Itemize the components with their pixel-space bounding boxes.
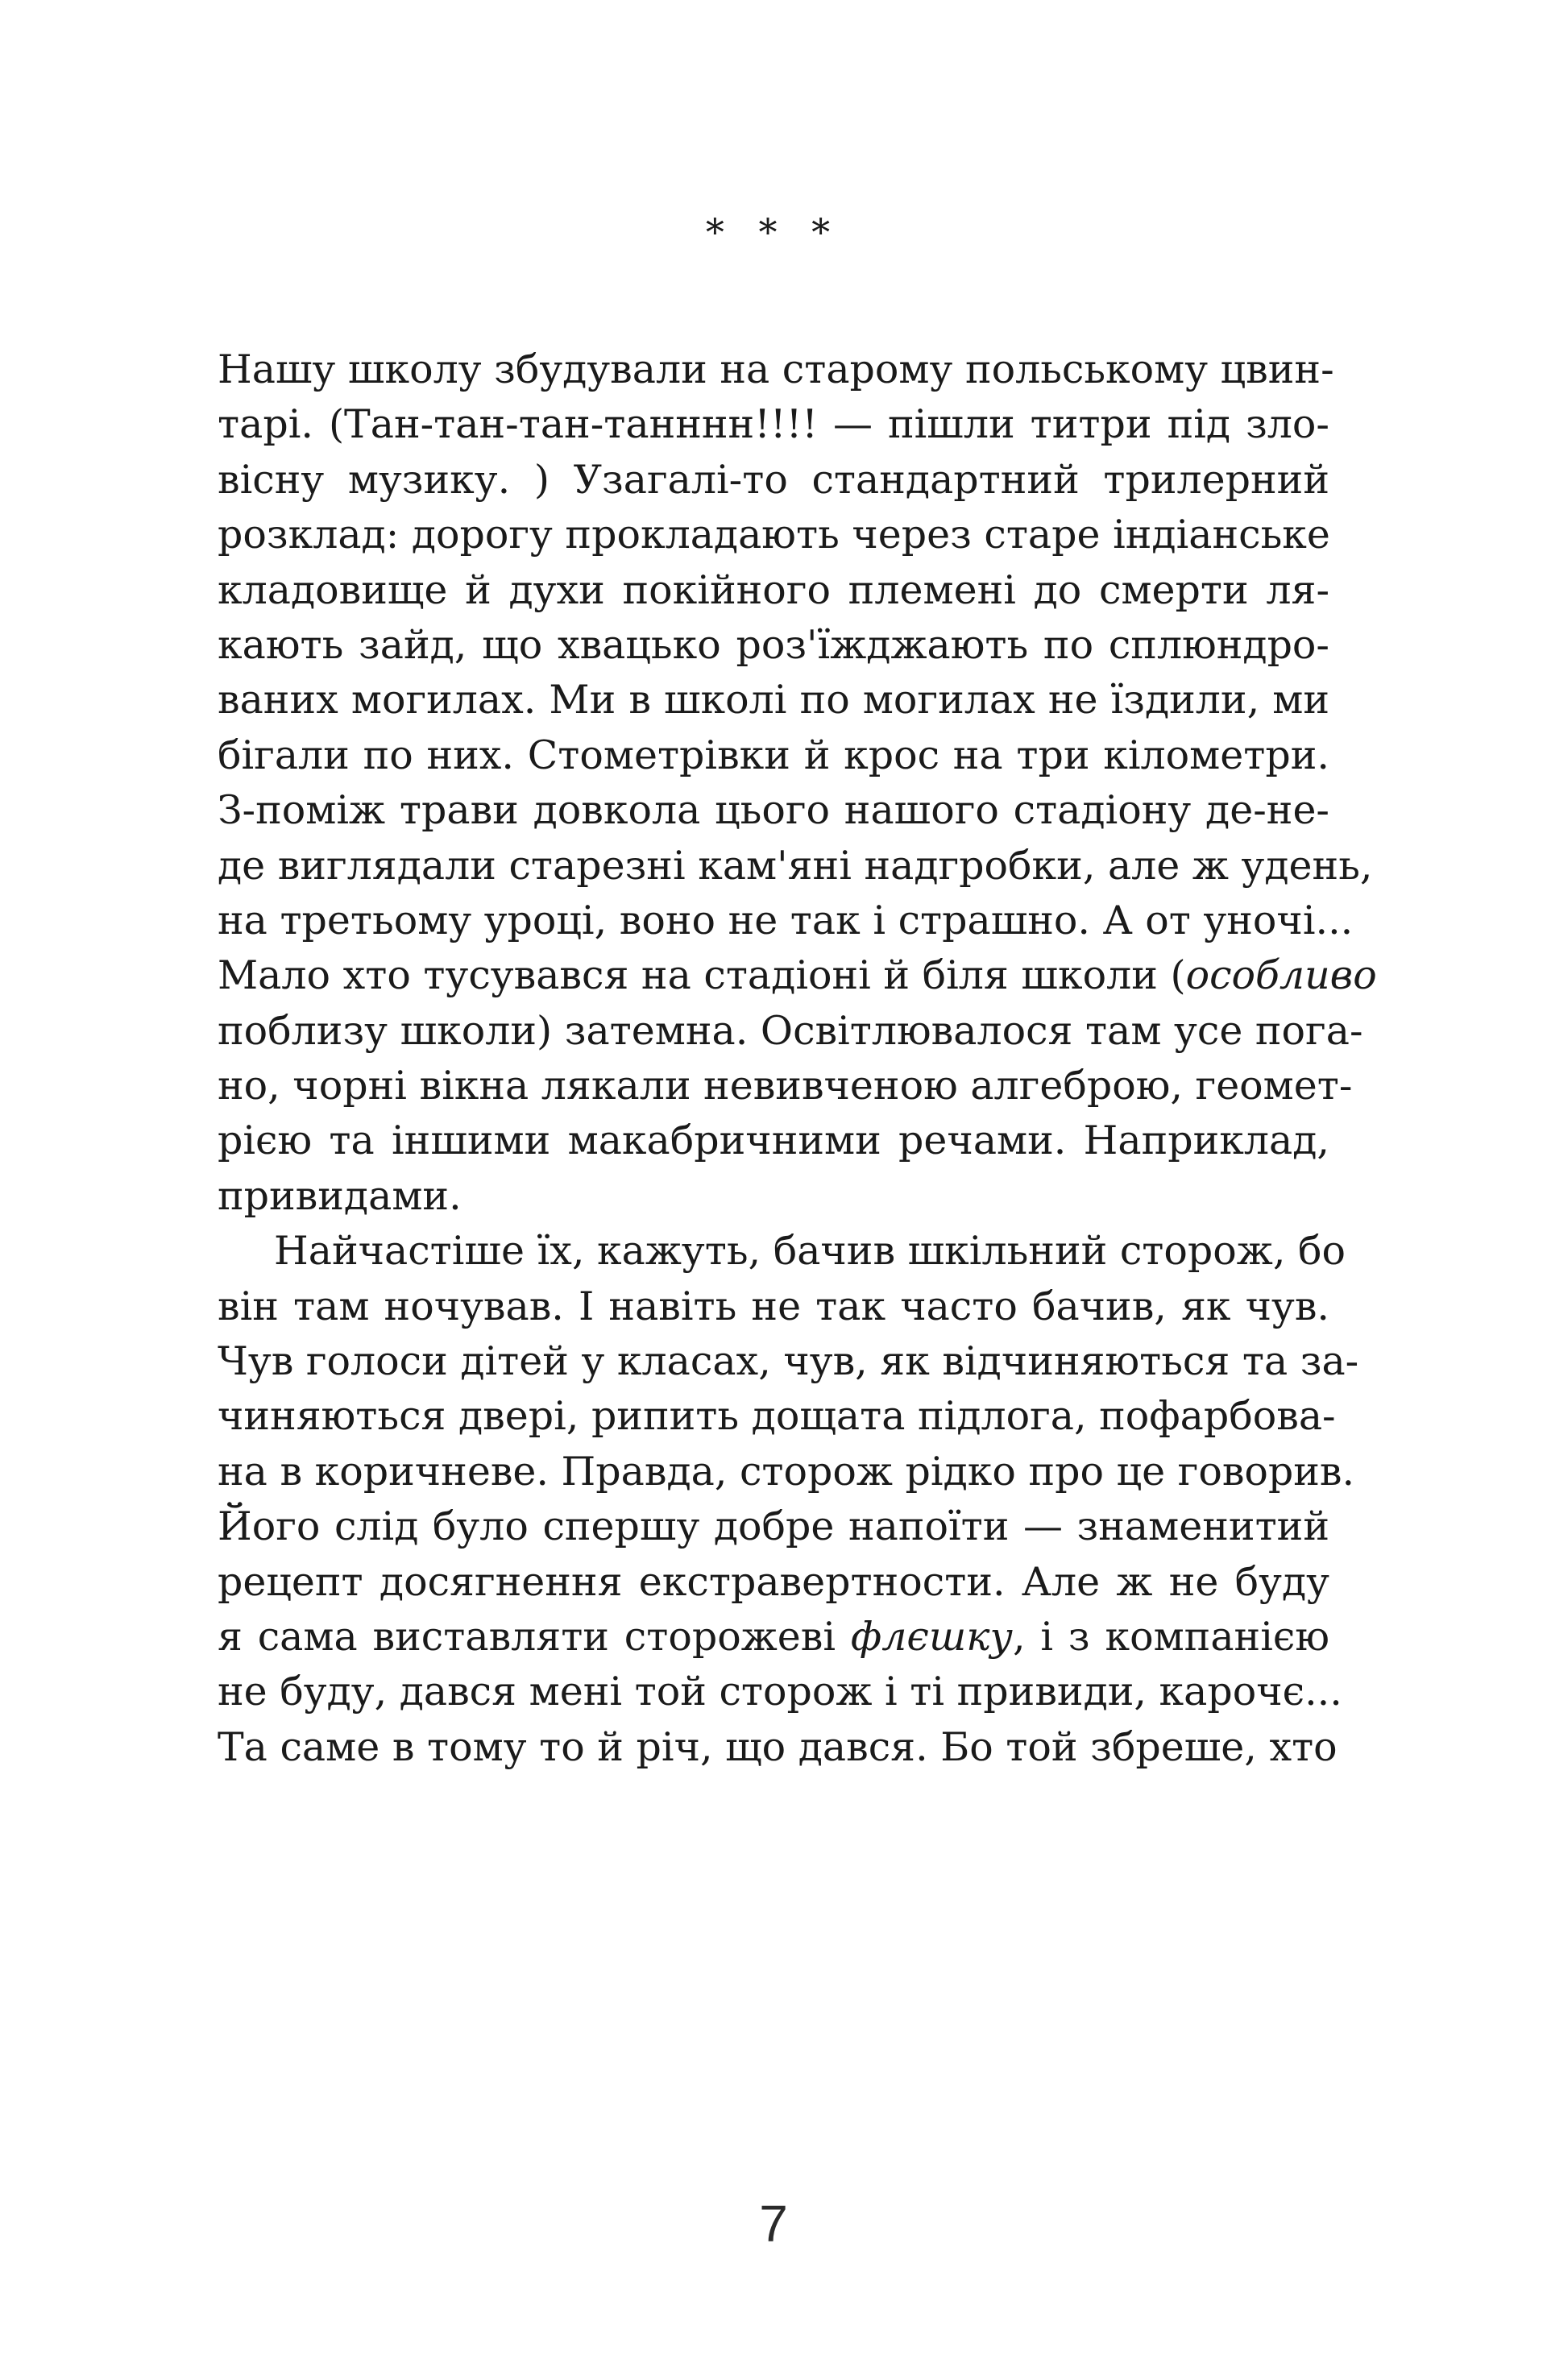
text-line: рецепт досягнення екстравертности. Але ж не буду <box>218 1558 1329 1605</box>
text-line: Та саме в тому то й річ, що дався. Бо той збреше, хто <box>218 1723 1338 1770</box>
text-line: тарі. (Тан-тан-тан-танннн!!!! — пішли титри під зло- <box>218 401 1329 448</box>
text-line: привидами. <box>218 1172 462 1219</box>
text-line <box>218 948 1377 1003</box>
italic-text: флєшку <box>850 1613 1013 1660</box>
text-line: поблизу школи) затемна. Освітлювалося там усе пога- <box>218 1007 1363 1054</box>
text-line: Найчастіше їх, кажуть, бачив шкільний сторож, бо <box>274 1228 1346 1275</box>
text-line: вісну музику. ) Узагалі-то стандартний трилерний <box>218 456 1329 503</box>
text-run: , і з компанією <box>1012 1613 1329 1660</box>
text-line: бігали по них. Стометрівки й крос на три кілометри. <box>218 732 1329 778</box>
text-line: на в коричневе. Правда, сторож рідко про це говорив. <box>218 1448 1355 1495</box>
text-line: Його слід було спершу добре напоїти — знаменитий <box>218 1503 1329 1550</box>
text-line: де виглядали старезні кам'яні надгробки, але ж удень, <box>218 842 1373 889</box>
page-number: 7 <box>759 2195 788 2253</box>
text-line: Чув голоси дітей у класах, чув, як відчиняються та за- <box>218 1338 1359 1385</box>
text-run: Мало хто тусувався на стадіоні й біля школи ( <box>218 952 1186 999</box>
text-line: кають зайд, що хвацько роз'їжджають по сплюндро- <box>218 621 1329 668</box>
text-line: він там ночував. І навіть не так часто бачив, як чув. <box>218 1283 1329 1329</box>
text-line: не буду, дався мені той сторож і ті привиди, карочє... <box>218 1669 1342 1715</box>
section-separator: * * * <box>705 210 842 254</box>
text-line: чиняються двері, рипить дощата підлога, пофарбова- <box>218 1393 1336 1440</box>
text-line: но, чорні вікна лякали невивченою алгеброю, геомет- <box>218 1063 1353 1109</box>
text-line: ваних могилах. Ми в школі по могилах не їздили, ми <box>218 677 1329 724</box>
text-line: Нашу школу збудували на старому польському цвин- <box>218 346 1334 392</box>
text-run: я сама виставляти сторожеві <box>218 1613 851 1660</box>
text-line: на третьому уроці, воно не так і страшно. А от уночі... <box>218 897 1354 943</box>
text-line: кладовище й духи покійного племені до смерти ля- <box>218 566 1329 613</box>
text-line: розклад: дорогу прокладають через старе індіанське <box>218 512 1330 558</box>
text-line: рією та іншими макабричними речами. Наприклад, <box>218 1117 1329 1164</box>
italic-text: особливо <box>1185 952 1377 999</box>
text-line: З-поміж трави довкола цього нашого стадіону де-не- <box>218 787 1329 834</box>
body-text <box>218 342 1377 1775</box>
text-line <box>218 1610 1329 1665</box>
